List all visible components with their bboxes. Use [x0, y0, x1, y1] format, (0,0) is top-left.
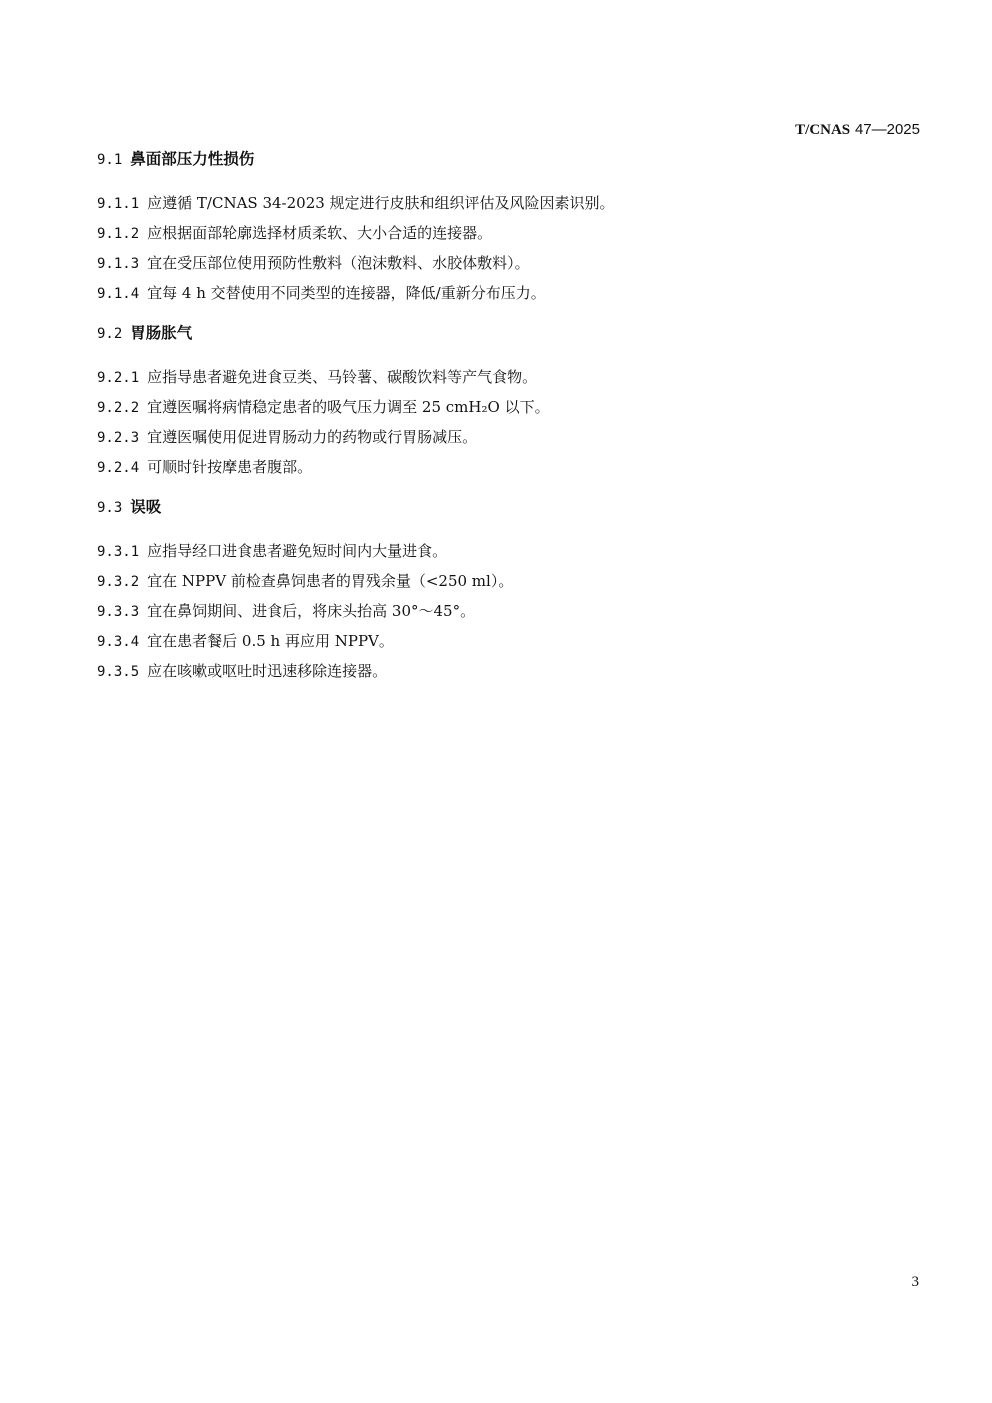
- clause: [97, 218, 917, 248]
- clause-text: 宜在鼻饲期间、进食后，将床头抬高 30°～45°。: [147, 602, 476, 620]
- section-number: 9.3: [97, 500, 123, 516]
- clause-text: 宜在受压部位使用预防性敷料（泡沫敷料、水胶体敷料）。: [147, 254, 530, 272]
- clause-number: 9.1.2: [97, 226, 140, 242]
- section-9-1: [97, 146, 917, 308]
- clause: [97, 392, 917, 422]
- clause-number: 9.3.2: [97, 574, 140, 590]
- clause: [97, 566, 917, 596]
- section-heading: [97, 494, 917, 520]
- clause: [97, 248, 917, 278]
- clause: [97, 596, 917, 626]
- clause: [97, 362, 917, 392]
- header-doc-number: 47—2025: [854, 121, 920, 138]
- clause-text: 宜每 4 h 交替使用不同类型的连接器，降低/重新分布压力。: [147, 284, 546, 302]
- section-heading: [97, 146, 917, 172]
- clause-text: 应根据面部轮廓选择材质柔软、大小合适的连接器。: [147, 224, 493, 242]
- clause-text: 应指导患者避免进食豆类、马铃薯、碳酸饮料等产气食物。: [147, 368, 538, 386]
- section-title: 胃肠胀气: [130, 324, 193, 342]
- clause-text: 宜遵医嘱将病情稳定患者的吸气压力调至 25 cmH₂O 以下。: [147, 398, 550, 416]
- clause: [97, 452, 917, 482]
- clause-number: 9.3.1: [97, 544, 140, 560]
- clause-text: 可顺时针按摩患者腹部。: [147, 458, 313, 476]
- clause-text: 宜遵医嘱使用促进胃肠动力的药物或行胃肠减压。: [147, 428, 478, 446]
- section-9-2: [97, 320, 917, 482]
- clause-number: 9.3.3: [97, 604, 140, 620]
- clause-number: 9.2.1: [97, 370, 140, 386]
- clause: [97, 536, 917, 566]
- clause-text: 应在咳嗽或呕吐时迅速移除连接器。: [147, 662, 388, 680]
- clause: [97, 422, 917, 452]
- clause: [97, 278, 917, 308]
- clause-number: 9.1.3: [97, 256, 140, 272]
- clause-text: 宜在 NPPV 前检查鼻饲患者的胃残余量（<250 ml）。: [147, 572, 514, 590]
- clause: [97, 188, 917, 218]
- clause-number: 9.2.2: [97, 400, 140, 416]
- clause-text: 宜在患者餐后 0.5 h 再应用 NPPV。: [147, 632, 394, 650]
- section-heading: [97, 320, 917, 346]
- clause: [97, 626, 917, 656]
- clause-number: 9.2.3: [97, 430, 140, 446]
- clause-text: 应指导经口进食患者避免短时间内大量进食。: [147, 542, 448, 560]
- clause-number: 9.1.1: [97, 196, 140, 212]
- clause-number: 9.3.5: [97, 664, 140, 680]
- section-title: 鼻面部压力性损伤: [130, 150, 255, 168]
- section-number: 9.1: [97, 152, 123, 168]
- header-doc-code: T/CNAS: [795, 122, 851, 138]
- page-number: 3: [911, 1274, 919, 1290]
- clause-number: 9.1.4: [97, 286, 140, 302]
- clause-number: 9.2.4: [97, 460, 140, 476]
- running-header: [795, 120, 920, 139]
- section-title: 误吸: [130, 498, 162, 516]
- document-body: [97, 146, 917, 698]
- clause-text: 应遵循 T/CNAS 34-2023 规定进行皮肤和组织评估及风险因素识别。: [147, 194, 615, 212]
- section-9-3: [97, 494, 917, 686]
- clause-number: 9.3.4: [97, 634, 140, 650]
- section-number: 9.2: [97, 326, 123, 342]
- clause: [97, 656, 917, 686]
